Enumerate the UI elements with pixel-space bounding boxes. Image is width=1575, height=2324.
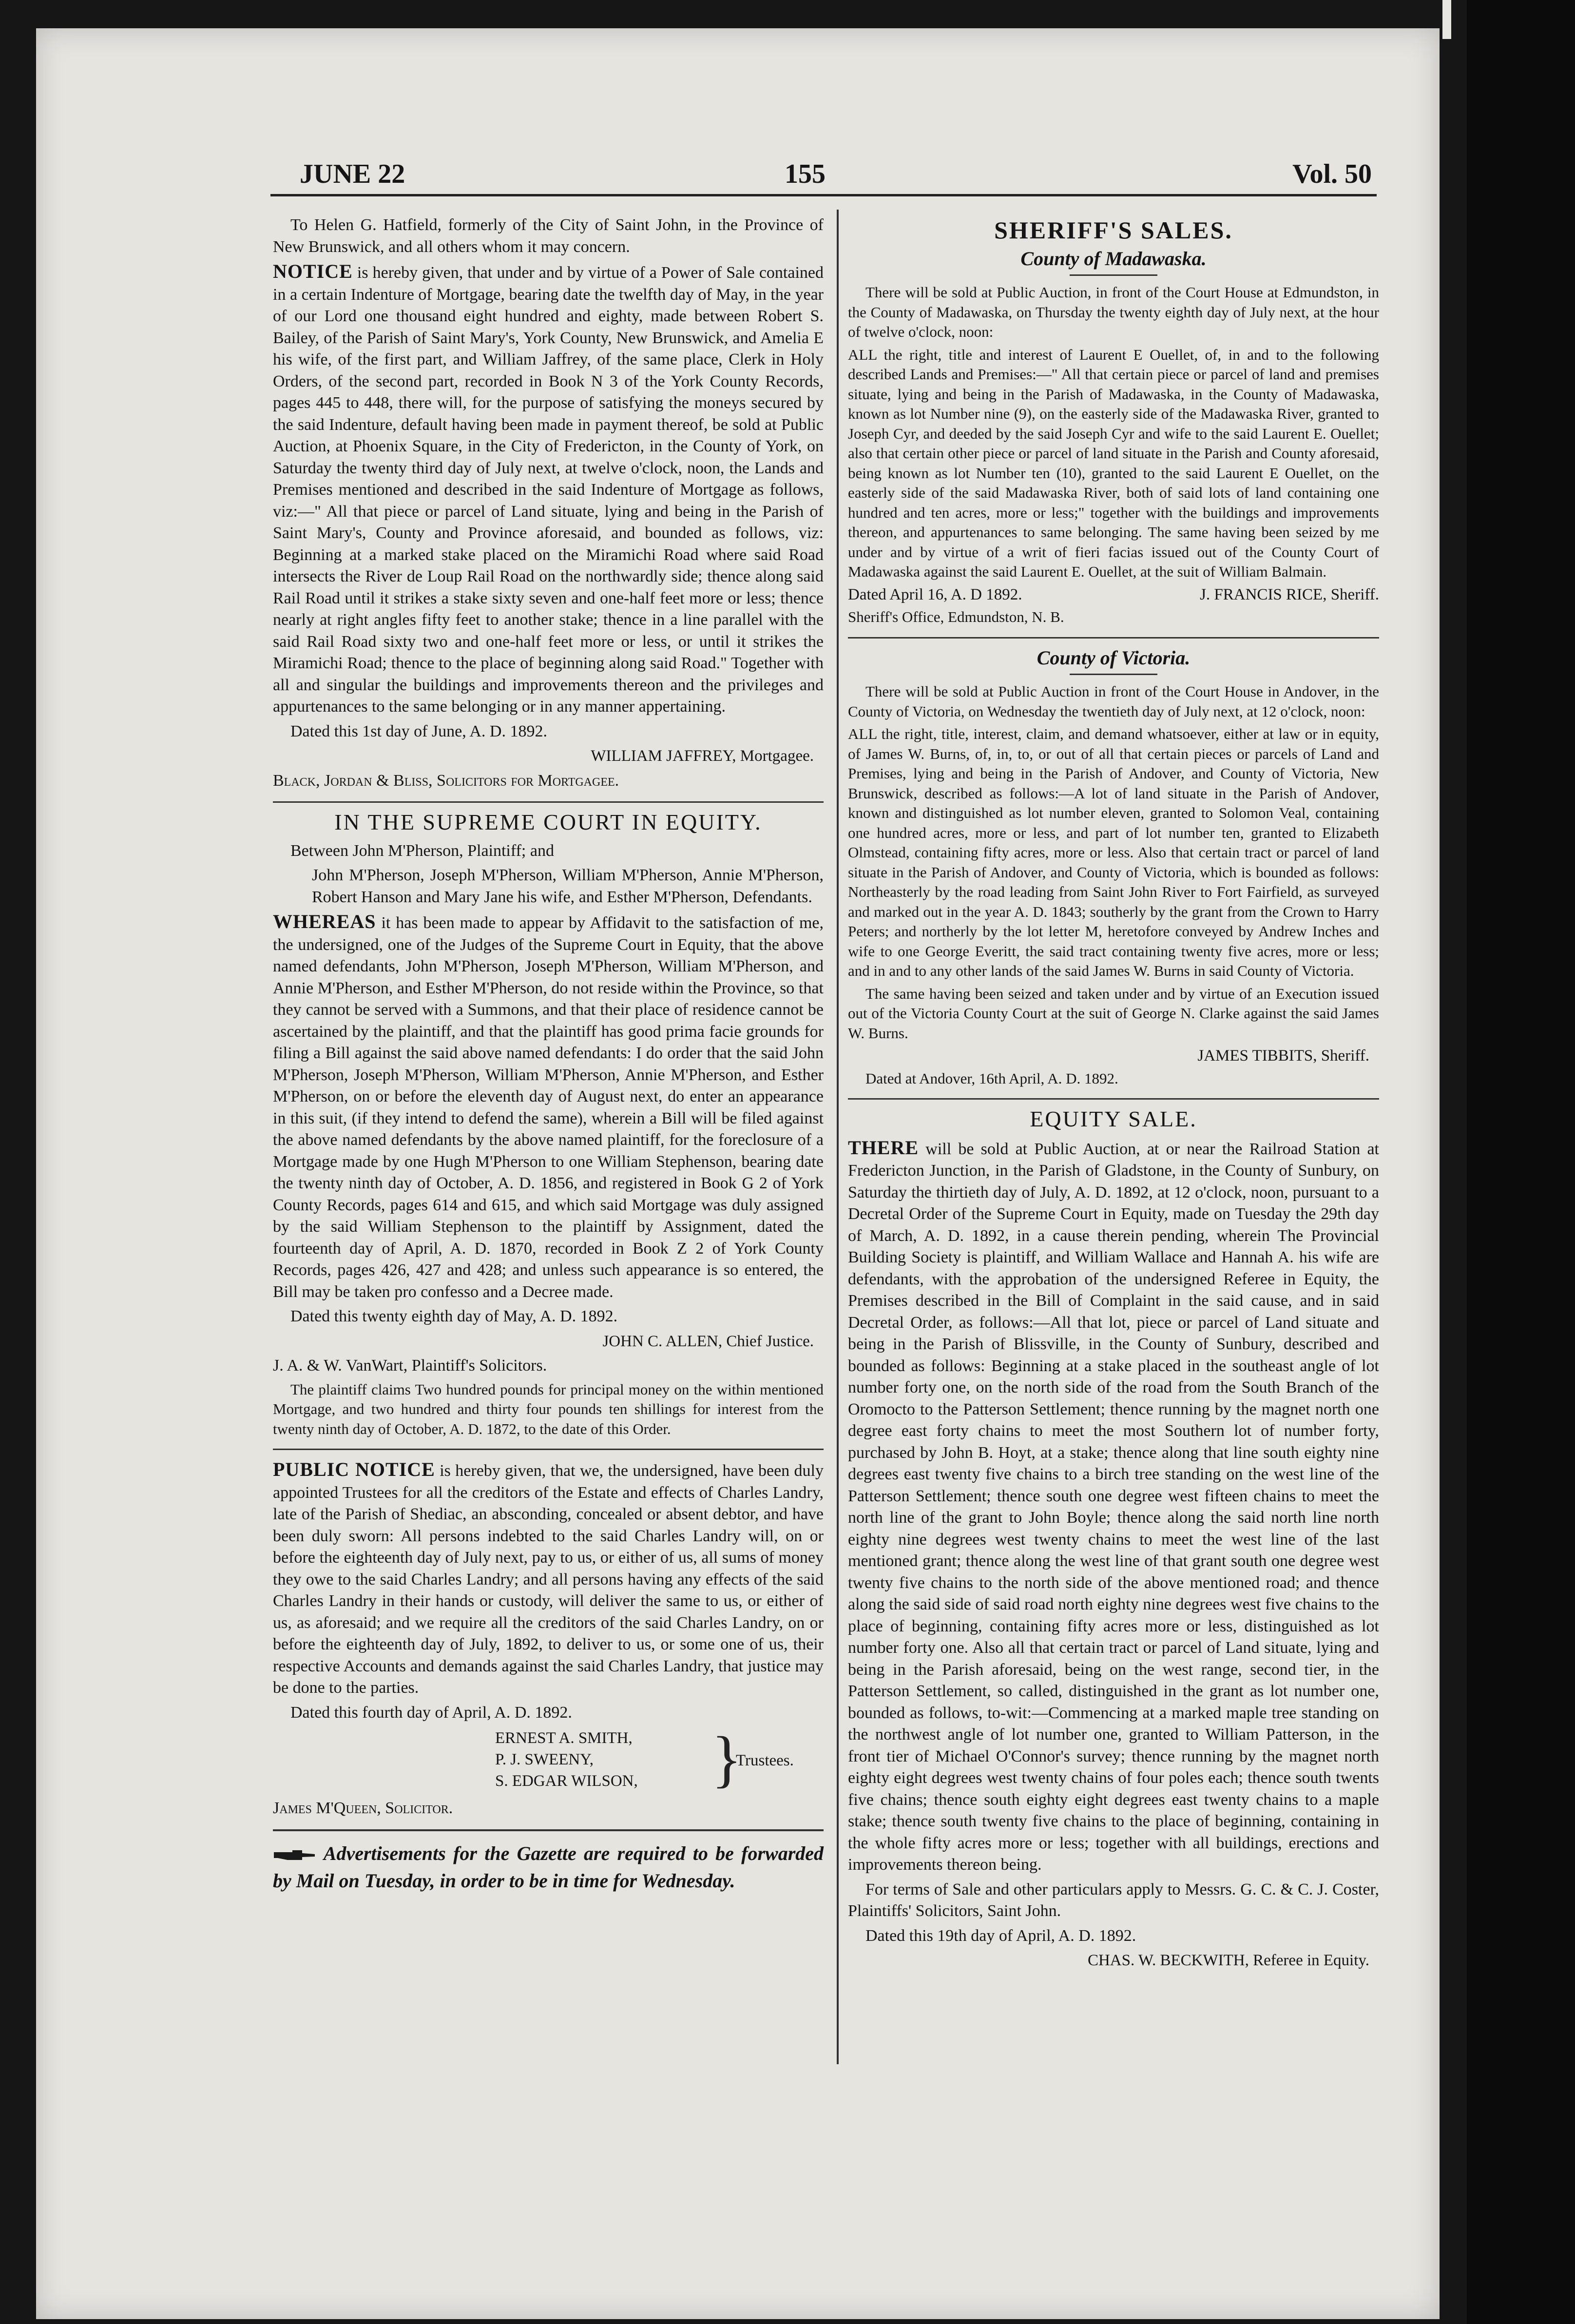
madawaska-county-heading: County of Madawaska. bbox=[1020, 247, 1207, 270]
public-notice-paragraph bbox=[273, 1459, 824, 1699]
mortgage-sale-notice bbox=[273, 214, 824, 792]
sheriffs-sales-title: SHERIFF'S SALES. bbox=[994, 216, 1233, 244]
header-date: JUNE 22 bbox=[300, 159, 405, 189]
madawaska-signature-row bbox=[848, 585, 1379, 605]
notice-dated: Dated this 1st day of June, A. D. 1892. bbox=[290, 722, 547, 740]
section-rule bbox=[848, 1098, 1379, 1100]
header-volume: Vol. 50 bbox=[1292, 159, 1372, 189]
notice-body: is hereby given, that under and by virtue of a Power of Sale contained in a certain Indenture of Mortgage, bearing date the twelfth day of May, in the year of our Lord one thousand eight hundred and eighty, made between Robert S. Bailey, of the Parish of Saint Mary's, York County, New Brunswick, and Amelia E his wife, of the first part, and William Jaffrey, of the same place, Clerk in Holy Orders, of the second part, recorded in Book N 3 of the York County Records, pages 445 to 448, there will, for the purpose of satisfying the moneys secured by the said Indenture, default having been made in payment thereof, be sold at Public Auction, at Phoenix Square, in the City of Fredericton, in the County of York, on Saturday the twenty third day of July next, at twelve o'clock, noon, the Lands and Premises mentioned and described in the said Indenture of Mortgage as follows, viz:—" All that piece or parcel of Land situate, lying and being in the Parish of Saint Mary's, County and Province aforesaid, and bounded as follows, viz: Beginning at a marked stake placed on the Miramichi Road where said Road intersects the River de Loup Rail Road on the northwardly side; thence along said Rail Road until it strikes a stake sixty seven and one-half feet more or less; thence nearly at right angles fifty feet to another stake; thence in a line parallel with the said Rail Road sixty two and one-half feet more or less, or until it strikes the Miramichi Road; thence to the place of beginning along said Road." Together with all and singular the buildings and improvements thereon and the privileges and appurtenances to the same belonging or in any manner appertaining. bbox=[273, 264, 824, 716]
trustees-public-notice bbox=[273, 1459, 824, 1820]
trustees-block bbox=[273, 1724, 824, 1796]
trustee-names bbox=[495, 1727, 638, 1792]
county-rule bbox=[1070, 674, 1157, 675]
equity-sale bbox=[848, 1108, 1379, 1972]
section-rule bbox=[273, 1449, 824, 1450]
right-column bbox=[848, 214, 1379, 1975]
advert-text: Advertisements for the Gazette are required to be forwarded by Mail on Tuesday, in order to be in time for Wednesday. bbox=[273, 1842, 824, 1892]
judge-signature: JOHN C. ALLEN, Chief Justice. bbox=[602, 1332, 814, 1350]
plaintiff-claim: The plaintiff claims Two hundred pounds for principal money on the within mentioned Mortgage, and two hundred and thirty four pounds ten shillings for interest from the twenty ninth day of October, A. D. 1872, to the date of this Order. bbox=[273, 1380, 824, 1437]
victoria-dated: Dated at Andover, 16th April, A. D. 1892. bbox=[865, 1069, 1118, 1087]
court-lead-word: WHEREAS bbox=[273, 910, 376, 932]
trustee-name: ERNEST A. SMITH, bbox=[495, 1729, 633, 1747]
equity-sale-paragraph bbox=[848, 1137, 1379, 1876]
equity-terms: For terms of Sale and other particulars apply to Messrs. G. C. & C. J. Coster, Plaintiffs' Solicitors, Saint John. bbox=[848, 1880, 1379, 1920]
column-divider bbox=[837, 210, 839, 2064]
section-rule bbox=[273, 801, 824, 803]
madawaska-body: ALL the right, title and interest of Laurent E Ouellet, of, in and to the following described Lands and Premises:—" All that certain piece or parcel of land and premises situate, lying and being in the Parish of Madawaska, in the County of Madawaska, known as lot Number nine (9), on the easterly side of the Madawaska River, granted to Joseph Cyr, and deeded by the said Joseph Cyr and wife to the said Laurent E. Ouellet; also that certain other piece or parcel of land situate in the Parish and County aforesaid, being known as lot Number ten (10), granted to the said Laurent E Ouellet, on the easterly side of the said Madawaska River, both of said lots of land containing one hundred and ten acres, more or less;" together with the buildings and improvements thereon, and appurtenances to same belonging. The same having been seized by me under and by virtue of a writ of fieri facias issued out of the County Court of Madawaska against the said Laurent E. Ouellet, at the suit of William Balmain. bbox=[848, 346, 1379, 580]
victoria-body: ALL the right, title, interest, claim, and demand whatsoever, either at law or in equity, of James W. Burns, of, in, to, or out of all that certain pieces or parcels of Land and Premises, lying and being in the Parish of Andover, and County of Victoria, New Brunswick, described as follows:—A lot of land situate in the Parish of Andover, known and distinguished as lot number eleven, granted to Solomon Veal, containing one hundred acres, more or less, and part of lot number ten, granted to Elizabeth Olmstead, containing fifty acres, more or less. Also that certain tract or parcel of land situate in the Parish of Andover, and County of Victoria, which is bounded as follows: Northeasterly by the road leading from Saint John River to Fort Fairfield, as surveyed and marked out in the year A. D. 1843; southerly by the grant from the Crown to Harry Peters; and northerly by the lot letter M, heretofore conveyed by Andrew Inches and wife to one George Everitt, the said tract containing twenty five acres, more or less; and in and to any other lands of the said James W. Burns in said County of Victoria. bbox=[848, 725, 1379, 979]
trustee-name: S. EDGAR WILSON, bbox=[495, 1772, 638, 1790]
header-page-number: 155 bbox=[785, 159, 826, 189]
brace-glyph: } bbox=[711, 1724, 742, 1794]
court-dated: Dated this twenty eighth day of May, A. D. 1892. bbox=[290, 1307, 618, 1325]
public-notice-solicitor: James M'Queen, Solicitor. bbox=[273, 1799, 453, 1817]
scan-background-edge bbox=[1467, 0, 1575, 2324]
madawaska-sale bbox=[848, 248, 1379, 627]
victoria-seized: The same having been seized and taken under and by virtue of an Execution issued out of the Victoria County Court at the suit of George N. Clarke against the said James W. Burns. bbox=[848, 985, 1379, 1042]
madawaska-intro: There will be sold at Public Auction, in front of the Court House at Edmundston, in the County of Madawaska, on Thursday the twenty eighth day of July next, at the hour of twelve o'clock, noon: bbox=[848, 284, 1379, 340]
court-title: IN THE SUPREME COURT IN EQUITY. bbox=[334, 810, 762, 834]
madawaska-office: Sheriff's Office, Edmundston, N. B. bbox=[848, 608, 1064, 625]
page-tab bbox=[1442, 0, 1451, 39]
victoria-sheriff: JAMES TIBBITS, Sheriff. bbox=[1197, 1047, 1369, 1065]
supreme-court-notice bbox=[273, 812, 824, 1439]
equity-sale-title: EQUITY SALE. bbox=[1030, 1106, 1197, 1131]
equity-sale-body: will be sold at Public Auction, at or near the Railroad Station at Fredericton Junction, in the Parish of Gladstone, in the County of Sunbury, on Saturday the thirtieth day of July, A. D. 1892, at 12 o'clock, noon, pursuant to a Decretal Order of the Supreme Court in Equity, made on Tuesday the 29th day of March, A. D. 1892, in a cause therein pending, wherein The Provincial Building Society is plaintiff, and William Wallace and Hannah A. his wife are defendants, with the approbation of the undersigned Referee in Equity, the Premises described in the Bill of Complaint in the said cause, and in said Decretal Order, as follows:—All that lot, piece or parcel of Land situate and being in the Parish of Blissville, in the County of Sunbury, described and bounded as follows: Beginning at a stake placed in the southeast angle of lot number forty one, on the north side of the road from the South Branch of the Oromocto to the Patterson Settlement; thence running by the magnet north one degree east forty chains to meet the most Southern lot of number forty, purchased by John B. Hoyt, at a stake; thence along that line south eighty nine degrees east twenty five chains to a birch tree standing on the west line of the Patterson Settlement; thence south one degree west fifteen chains to meet the north line of the grant to John Boyle; thence along the said north line north eighty nine degrees west twenty chains to meet the west line of the last mentioned grant; thence along the west line of that grant south one degree west twenty five chains to the north side of the above mentioned road; and thence along the said side of said road north eighty nine degrees west five chains to the place of beginning, containing fifty acres more or less, distinguished as lot number forty one. Also all that certain tract or parcel of Land situate, lying and being in the Parish aforesaid, being on the west range, second tier, in the Patterson Settlement, so called, distinguished in the grant as lot number one, bounded as follows, to-wit:—Commencing at a marked maple tree standing on the northwest angle of lot number one, granted to William Patterson, in the front tier of Michael O'Connor's survey; thence running by the magnet north eighty eight degrees west twenty chains of four poles each; thence south twents five chains; thence south eighty eight degrees east twenty chains to a maple stake; thence south twenty five chains to the place of beginning, containing in the whole fifty acres more or less; together with all buildings, erections and improvements thereon being. bbox=[848, 1140, 1379, 1874]
mortgagee-signature: WILLIAM JAFFREY, Mortgagee. bbox=[591, 747, 814, 765]
madawaska-dated: Dated April 16, A. D 1892. bbox=[848, 585, 1022, 603]
victoria-intro: There will be sold at Public Auction in front of the Court House in Andover, in the County of Victoria, on Wednesday the twentieth day of July next, at 12 o'clock, noon: bbox=[848, 683, 1379, 720]
court-parties-defendants: John M'Pherson, Joseph M'Pherson, William M'Pherson, Annie M'Pherson, Robert Hanson and Mary Jane his wife, and Esther M'Pherson, Defendants. bbox=[312, 866, 824, 906]
county-rule bbox=[1070, 274, 1157, 276]
public-notice-body: is hereby given, that we, the undersigned, have been duly appointed Trustees for all the creditors of the Estate and effects of Charles Landry, late of the Parish of Shediac, an absconding, concealed or absent debtor, and have been duly sworn: All persons indebted to the said Charles Landry will, on or before the eighteenth day of July next, pay to us, or either of us, all sums of money they owe to the said Charles Landry; and all persons having any effects of the said Charles Landry in their hands or custody, will deliver the same to us, or either of us, as aforesaid; and we require all the creditors of the said Charles Landry, on or before the eighteenth day of July, 1892, to deliver to us, or some one of us, their respective Accounts and demands against the said Charles Landry, that justice may be done to the parties. bbox=[273, 1462, 824, 1697]
trustees-label: Trustees. bbox=[736, 1752, 794, 1769]
court-order-paragraph bbox=[273, 911, 824, 1303]
madawaska-sheriff: J. FRANCIS RICE, Sheriff. bbox=[1200, 585, 1379, 603]
page-header bbox=[270, 157, 1377, 191]
left-column bbox=[273, 214, 824, 1895]
equity-dated: Dated this 19th day of April, A. D. 1892. bbox=[865, 1926, 1136, 1945]
pointing-hand-icon bbox=[273, 1848, 317, 1862]
referee-signature: CHAS. W. BECKWITH, Referee in Equity. bbox=[1087, 1952, 1369, 1969]
victoria-county-heading: County of Victoria. bbox=[1037, 646, 1191, 669]
section-rule bbox=[848, 637, 1379, 639]
header-rule bbox=[270, 194, 1377, 196]
trustee-name: P. J. SWEENY, bbox=[495, 1751, 594, 1768]
notice-body-paragraph bbox=[273, 261, 824, 718]
court-parties-plaintiff: Between John M'Pherson, Plaintiff; and bbox=[290, 841, 554, 860]
notice-lead-word: NOTICE bbox=[273, 260, 353, 282]
mortgagee-solicitors: Black, Jordan & Bliss, Solicitors for Mortgagee. bbox=[273, 771, 619, 790]
court-solicitors: J. A. & W. VanWart, Plaintiff's Solicitors. bbox=[273, 1356, 547, 1375]
court-order-body: it has been made to appear by Affidavit to the satisfaction of me, the undersigned, one of the Judges of the Supreme Court in Equity, that the above named defendants, John M'Pherson, Joseph M'Pherson, William M'Pherson, and Annie M'Pherson, and Esther M'Pherson, do not reside within the Province, so that they cannot be served with a Summons, and that their place of residence cannot be ascertained by the plaintiff, and that the plaintiff has good prima facie grounds for filing a Bill against the said above named defendants: I do order that the said John M'Pherson, Joseph M'Pherson, William M'Pherson, Annie M'Pherson, and Esther M'Pherson, on or before the eleventh day of August next, do enter an appearance in this suit, (if they intend to defend the same), wherein a Bill will be filed against the above named defendants by the above named plaintiff, for the foreclosure of a Mortgage made by one Hugh M'Pherson to one William Stephenson, bearing date the twenty ninth day of October, A. D. 1856, and registered in Book G 2 of York County Records, pages 614 and 615, and which said Mortgage was duly assigned by the said William Stephenson to the plaintiff by Assignment, dated the fourteenth day of April, A. D. 1870, recorded in Book Z 2 of York County Records, pages 426, 427 and 428; and unless such appearance is so entered, the Bill may be taken pro confesso and a Decree made. bbox=[273, 914, 824, 1301]
notice-addressee: To Helen G. Hatfield, formerly of the City of Saint John, in the Province of New Brunswick, and all others whom it may concern. bbox=[273, 216, 824, 256]
victoria-sale bbox=[848, 647, 1379, 1089]
equity-lead-word: THERE bbox=[848, 1136, 919, 1159]
gazette-advert-notice bbox=[273, 1840, 824, 1895]
public-notice-dated: Dated this fourth day of April, A. D. 1892. bbox=[290, 1703, 572, 1722]
section-rule bbox=[273, 1829, 824, 1831]
public-notice-lead: PUBLIC NOTICE bbox=[273, 1458, 435, 1480]
